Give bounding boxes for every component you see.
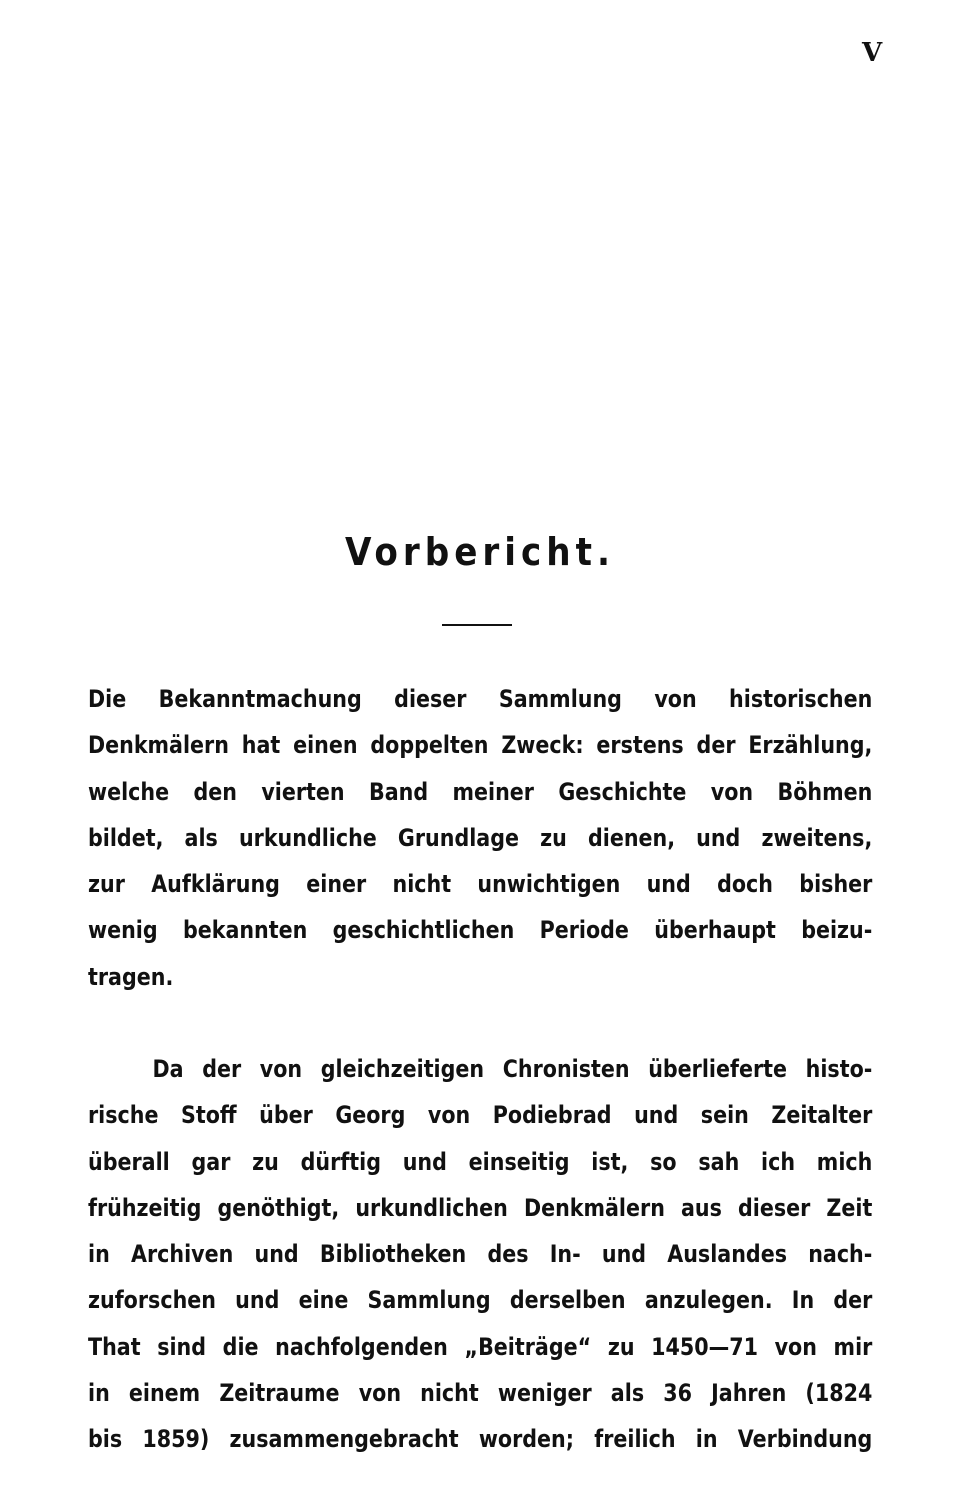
title-divider <box>442 624 512 626</box>
paragraph-2 <box>88 1046 873 1463</box>
text-line: wenig bekannten geschichtlichen Periode überhaupt beizu- <box>88 916 873 945</box>
text-line: tragen. <box>88 962 174 991</box>
text-line: Die Bekanntmachung dieser Sammlung von historischen <box>88 685 873 713</box>
text-line: rische Stoff über Georg von Podiebrad und sein Zeitalter <box>88 1101 873 1130</box>
page-title: Vorbericht. <box>345 530 615 574</box>
text-line: bis 1859) zusammengebracht worden; freilich in Verbindung <box>88 1425 873 1454</box>
text-line: welche den vierten Band meiner Geschichte von Böhmen <box>88 777 873 806</box>
text-line: in einem Zeitraume von nicht weniger als 36 Jahren (1824 <box>88 1379 873 1408</box>
paragraph-1 <box>88 676 873 1000</box>
page-number: V <box>862 38 883 68</box>
text-line: zur Aufklärung einer nicht unwichtigen und doch bisher <box>88 870 873 899</box>
text-line: zuforschen und eine Sammlung derselben anzulegen. In der <box>88 1286 873 1315</box>
text-line: frühzeitig genöthigt, urkundlichen Denkmälern aus dieser Zeit <box>88 1193 873 1222</box>
text-line: bildet, als urkundliche Grundlage zu dienen, und zweitens, <box>88 823 873 852</box>
text-line: Denkmälern hat einen doppelten Zweck: erstens der Erzählung, <box>88 731 873 760</box>
text-line: in Archiven und Bibliotheken des In- und Auslandes nach- <box>88 1240 873 1269</box>
text-line: überall gar zu dürftig und einseitig ist, so sah ich mich <box>88 1147 873 1176</box>
text-line: Da der von gleichzeitigen Chronisten überlieferte histo- <box>152 1055 873 1083</box>
text-line: That sind die nachfolgenden „Beiträge“ zu 1450—71 von mir <box>88 1332 873 1361</box>
